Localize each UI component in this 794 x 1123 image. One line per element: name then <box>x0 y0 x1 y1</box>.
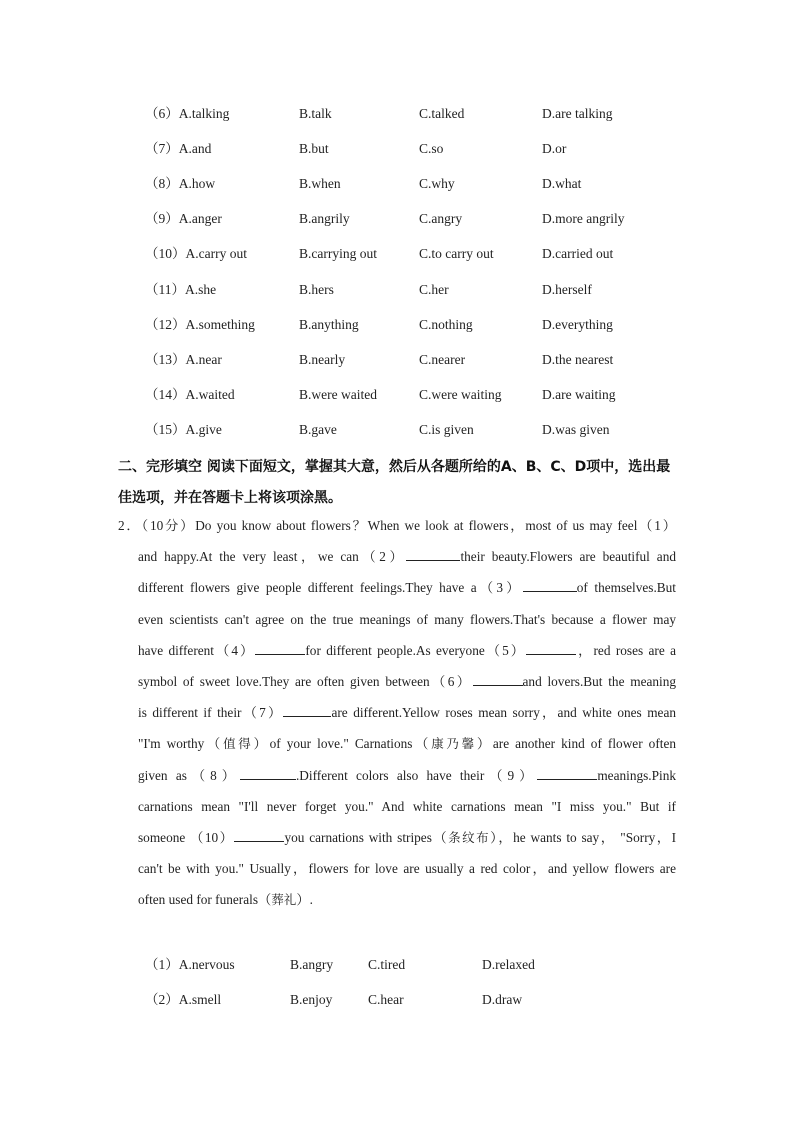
option-d: D.draw <box>482 992 523 1007</box>
option-c: C.to carry out <box>419 246 494 261</box>
option-b: B.when <box>299 176 341 191</box>
passage-line: given as（8） .Different colors also have their（9） meanings.Pink <box>138 767 677 783</box>
option-row-15 <box>0 419 794 441</box>
passage-line: often used for funerals（葬礼）. <box>138 892 313 908</box>
option-b: B.anything <box>299 317 359 332</box>
option-c: C.nearer <box>419 352 466 367</box>
option-d: D.was given <box>542 422 610 437</box>
option-d: D.what <box>542 176 582 191</box>
option-a: （2）A.smell <box>145 992 222 1007</box>
passage-line: "I'm worthy（值得）of your love." Carnations（康乃馨）are another kind of flower often <box>138 736 676 752</box>
option-a: （11）A.she <box>145 282 217 297</box>
option-a: （9）A.anger <box>145 211 222 226</box>
option-b: B.carrying out <box>299 246 377 261</box>
option-b: B.talk <box>299 106 332 121</box>
option-row-9 <box>0 208 794 230</box>
option-b: B.but <box>299 141 329 156</box>
option-b: B.enjoy <box>290 992 333 1007</box>
passage-line: 2．（10分）Do you know about flowers？When we look at flowers，most of us may feel（1） <box>118 518 676 533</box>
option-row-2 <box>0 989 794 1011</box>
option-row-13 <box>0 349 794 371</box>
option-b: B.hers <box>299 282 334 297</box>
option-row-8 <box>0 173 794 195</box>
option-d: D.or <box>542 141 567 156</box>
passage-line: symbol of sweet love.They are often given between（6） and lovers.But the meaning <box>138 673 677 689</box>
option-b: B.gave <box>299 422 337 437</box>
option-c: C.were waiting <box>419 387 502 402</box>
option-b: B.nearly <box>299 352 346 367</box>
option-b: B.were waited <box>299 387 377 402</box>
option-c: C.angry <box>419 211 463 226</box>
option-c: C.talked <box>419 106 465 121</box>
option-a: （10）A.carry out <box>145 246 247 261</box>
option-row-7 <box>0 138 794 160</box>
option-d: D.carried out <box>542 246 614 261</box>
option-d: D.are talking <box>542 106 613 121</box>
option-row-6 <box>0 103 794 125</box>
passage-line: someone （10） you carnations with stripes（条纹布），he wants to say， "Sorry，I <box>138 829 676 845</box>
cloze-passage <box>118 514 676 919</box>
option-b: B.angry <box>290 957 334 972</box>
option-row-11 <box>0 279 794 301</box>
option-c: C.her <box>419 282 449 297</box>
option-d: D.more angrily <box>542 211 625 226</box>
option-row-10 <box>0 243 794 265</box>
passage-line: can't be with you." Usually，flowers for love are usually a red color，and yellow flowers are <box>138 861 676 877</box>
option-d: D.are waiting <box>542 387 616 402</box>
option-d: D.herself <box>542 282 592 297</box>
passage-line: is different if their（7） are different.Yellow roses mean sorry，and white ones mean <box>138 705 677 721</box>
option-a: （12）A.something <box>145 317 255 332</box>
option-a: （13）A.near <box>145 352 222 367</box>
passage-line: carnations mean "I'll never forget you." And white carnations mean "I miss you." But if <box>138 798 676 814</box>
option-c: C.hear <box>368 992 404 1007</box>
option-d: D.everything <box>542 317 613 332</box>
passage-line: and happy.At the very least，we can（2） their beauty.Flowers are beautiful and <box>138 549 676 565</box>
option-d: D.relaxed <box>482 957 535 972</box>
option-a: （6）A.talking <box>145 106 230 121</box>
option-c: C.so <box>419 141 444 156</box>
option-a: （14）A.waited <box>145 387 235 402</box>
option-row-14 <box>0 384 794 406</box>
option-a: （15）A.give <box>145 422 222 437</box>
option-row-1 <box>0 954 794 976</box>
passage-line: have different（4） for different people.As everyone（5） ，red roses are a <box>138 642 676 658</box>
option-a: （7）A.and <box>145 141 212 156</box>
option-a: （1）A.nervous <box>145 957 235 972</box>
option-c: C.nothing <box>419 317 473 332</box>
option-row-12 <box>0 314 794 336</box>
option-a: （8）A.how <box>145 176 216 191</box>
passage-line: different flowers give people different feelings.They have a（3） of themselves.But <box>138 580 676 596</box>
option-b: B.angrily <box>299 211 350 226</box>
option-c: C.is given <box>419 422 474 437</box>
option-c: C.tired <box>368 957 406 972</box>
passage-line: even scientists can't agree on the true meanings of many flowers.That's because a flower may <box>138 611 676 627</box>
section-title: 二、完形填空 阅读下面短文，掌握其大意，然后从各题所给的A、B、C、D项中，选出最佳选项，并在答题卡上将该项涂黑。 <box>118 459 671 506</box>
option-d: D.the nearest <box>542 352 614 367</box>
option-c: C.why <box>419 176 455 191</box>
